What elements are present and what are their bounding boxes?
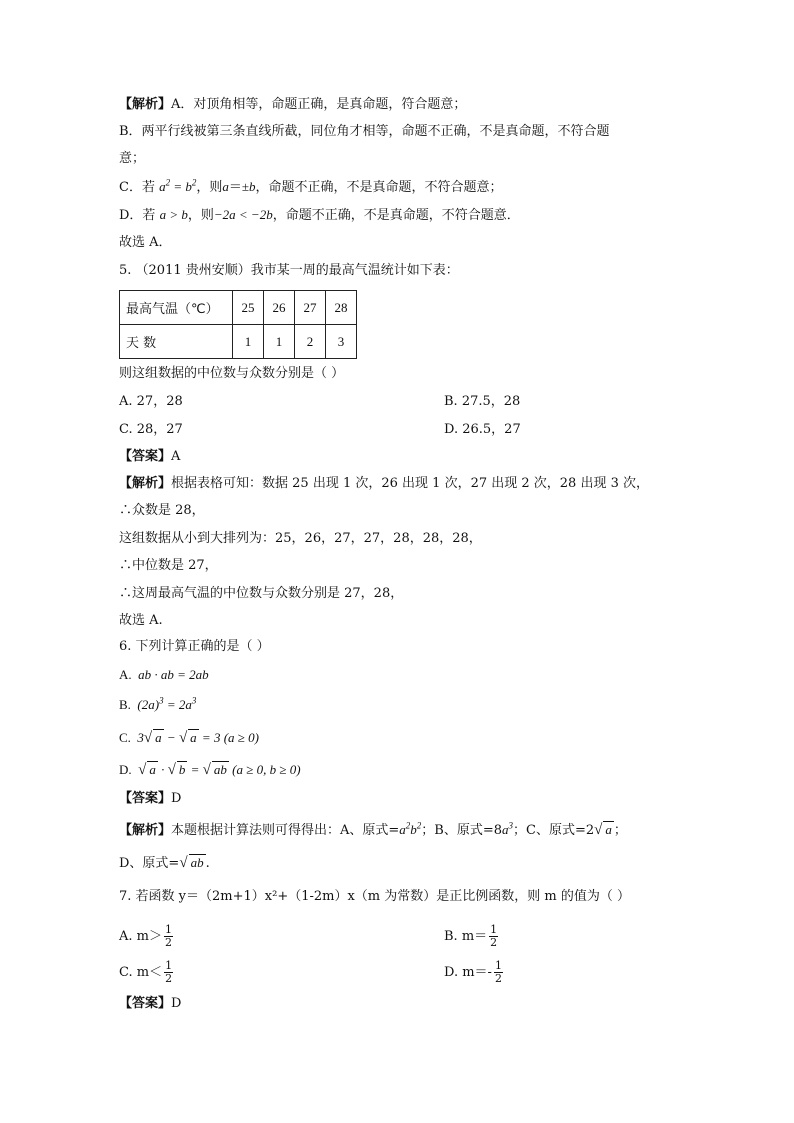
table-cell: 3 <box>326 325 357 359</box>
q5-analysis-line <box>119 474 649 494</box>
q6-stem: 6. 下列计算正确的是（ ） <box>119 639 270 654</box>
analysis-tag: 【解析】 <box>119 476 172 491</box>
q5-option-a: A. 27，28 <box>119 394 183 409</box>
table-cell: 1 <box>233 325 264 359</box>
analysis4-a: A．对顶角相等，命题正确，是真命题，符合题意； <box>171 97 467 112</box>
fraction-half: $\frac{1}{2}$ <box>494 959 502 985</box>
q7-stem: 7. 若函数 y＝（2m+1）x²+（1-2m）x（m 为常数）是正比例函数，则 m 的值为（ ） <box>119 889 630 904</box>
fraction-half: $\frac{1}{2}$ <box>165 959 173 985</box>
q5-option-c: C. 28，27 <box>119 422 183 437</box>
q6-option-d: D. √ a · √ b = √ ab (a ≥ 0, b ≥ 0) <box>119 762 301 778</box>
q7-option-d-text: D. m＝- <box>444 965 492 980</box>
temperature-table <box>119 290 357 359</box>
q5-option-b: B. 27.5，28 <box>444 394 521 409</box>
q5-analysis-4: ∴这周最高气温的中位数与众数分别是 27，28， <box>119 586 404 601</box>
analysis4-line-a <box>119 95 466 115</box>
q6-option-a: A. ab · ab = 2ab <box>119 667 209 682</box>
q6-answer <box>119 789 181 809</box>
analysis4-conclusion: 故选 A． <box>119 235 172 250</box>
q6-analysis-b: ；B、原式=8 <box>421 823 503 838</box>
q7-option-b <box>444 924 500 949</box>
q7-option-d <box>444 960 505 985</box>
analysis4-d-mid: ，则 <box>187 208 214 223</box>
formula-a3: $a^3$ <box>502 820 514 837</box>
q6-analysis-c: ；C、原式=2 <box>513 823 595 838</box>
q7-answer-value: D <box>171 996 182 1011</box>
q7-option-a-text: A. m＞ <box>119 929 162 944</box>
table-header-temp: 最高气温（℃） <box>120 291 233 325</box>
q5-analysis-5: 故选 A. <box>119 613 163 628</box>
q6-analysis-d-text: D、原式= <box>119 856 180 871</box>
formula-a2b2: $a^2b^2$ <box>399 820 422 837</box>
analysis4-c-post: ，命题不正确，不是真命题，不符合题意； <box>255 180 503 195</box>
answer-tag: 【答案】 <box>119 449 172 464</box>
table-cell: 2 <box>295 325 326 359</box>
formula-sqrt-a-sqrt-b: √ a · √ b = √ ab (a ≥ 0, b ≥ 0) <box>138 762 301 778</box>
analysis4-line-b2: 意； <box>119 151 146 166</box>
q7-option-c <box>119 960 175 985</box>
q6-option-b: B. $(2a)^3 = 2a^3$ <box>119 695 197 712</box>
table-cell: 26 <box>264 291 295 325</box>
formula-2a-cubed: $(2a)^3 = 2a^3$ <box>137 695 197 712</box>
q5-option-d: D. 26.5，27 <box>444 422 521 437</box>
table-row <box>120 325 357 359</box>
analysis4-d-pre: D．若 <box>119 208 156 223</box>
analysis4-line-b1: B．两平行线被第三条直线所截，同位角才相等，命题不正确，不是真命题，不符合题 <box>119 124 610 139</box>
q5-analysis-2: 这组数据从小到大排列为：25，26，27，27，28，28，28， <box>119 531 482 546</box>
analysis4-line-d <box>119 205 520 226</box>
q7-answer <box>119 994 181 1014</box>
q6-option-c: C. 3√ a − √ a = 3 (a ≥ 0) <box>119 730 259 746</box>
q6-analysis-end: ； <box>613 823 627 838</box>
table-header-days: 天 数 <box>120 325 233 359</box>
fraction-half: $\frac{1}{2}$ <box>490 923 498 949</box>
formula-a-gt-b: a > b <box>159 207 188 222</box>
q5-answer <box>119 447 180 467</box>
q5-answer-value: A <box>171 449 181 464</box>
analysis4-c-pre: C．若 <box>119 180 155 195</box>
q7-option-c-text: C. m＜ <box>119 965 163 980</box>
formula-a2-eq-b2: $a^2 = b^2$ <box>159 177 197 194</box>
q6-analysis-text: 本题根据计算法则可得得出：A、原式= <box>171 823 400 838</box>
formula-3sqrt-a: 3√ a − √ a = 3 (a ≥ 0) <box>137 730 259 746</box>
table-cell: 28 <box>326 291 357 325</box>
formula-2sqrt-a: √ a <box>594 822 612 838</box>
table-row <box>120 291 357 325</box>
table-cell: 1 <box>264 325 295 359</box>
q5-analysis-3: ∴中位数是 27， <box>119 558 218 573</box>
formula-a-pm-b: a <box>222 179 229 194</box>
q5-analysis-0: 根据表格可知：数据 25 出现 1 次，26 出现 1 次，27 出现 2 次，28 出现 3 次， <box>171 476 649 491</box>
answer-tag: 【答案】 <box>119 791 172 806</box>
analysis4-c-mid: ，则 <box>196 180 223 195</box>
q6-analysis-d: D、原式=√ ab . <box>119 855 210 871</box>
analysis-tag: 【解析】 <box>119 823 172 838</box>
formula-neg2a-lt-neg2b: −2a < −2b <box>213 207 273 222</box>
formula-ab-ab: ab · ab = 2ab <box>138 667 209 682</box>
q5-analysis-1: ∴众数是 28， <box>119 503 205 518</box>
formula-sqrt-ab: √ ab <box>179 855 204 871</box>
table-cell: 27 <box>295 291 326 325</box>
q5-question: 则这组数据的中位数与众数分别是（ ） <box>119 366 345 381</box>
q6-answer-value: D <box>171 791 182 806</box>
analysis4-d-post: ，命题不正确，不是真命题，不符合题意． <box>272 208 520 223</box>
q7-option-a <box>119 924 175 949</box>
q6-analysis-line <box>119 820 627 841</box>
fraction-half: $\frac{1}{2}$ <box>164 923 172 949</box>
q7-option-b-text: B. m＝ <box>444 929 488 944</box>
analysis4-line-c: C．若 $a^2 = b^2$，则a＝±b，命题不正确，不是真命题，不符合题意； <box>119 177 503 195</box>
q5-stem: 5. （2011 贵州安顺）我市某一周的最高气温统计如下表： <box>119 263 459 278</box>
table-cell: 25 <box>233 291 264 325</box>
answer-tag: 【答案】 <box>119 996 172 1011</box>
analysis-tag: 【解析】 <box>119 97 172 112</box>
